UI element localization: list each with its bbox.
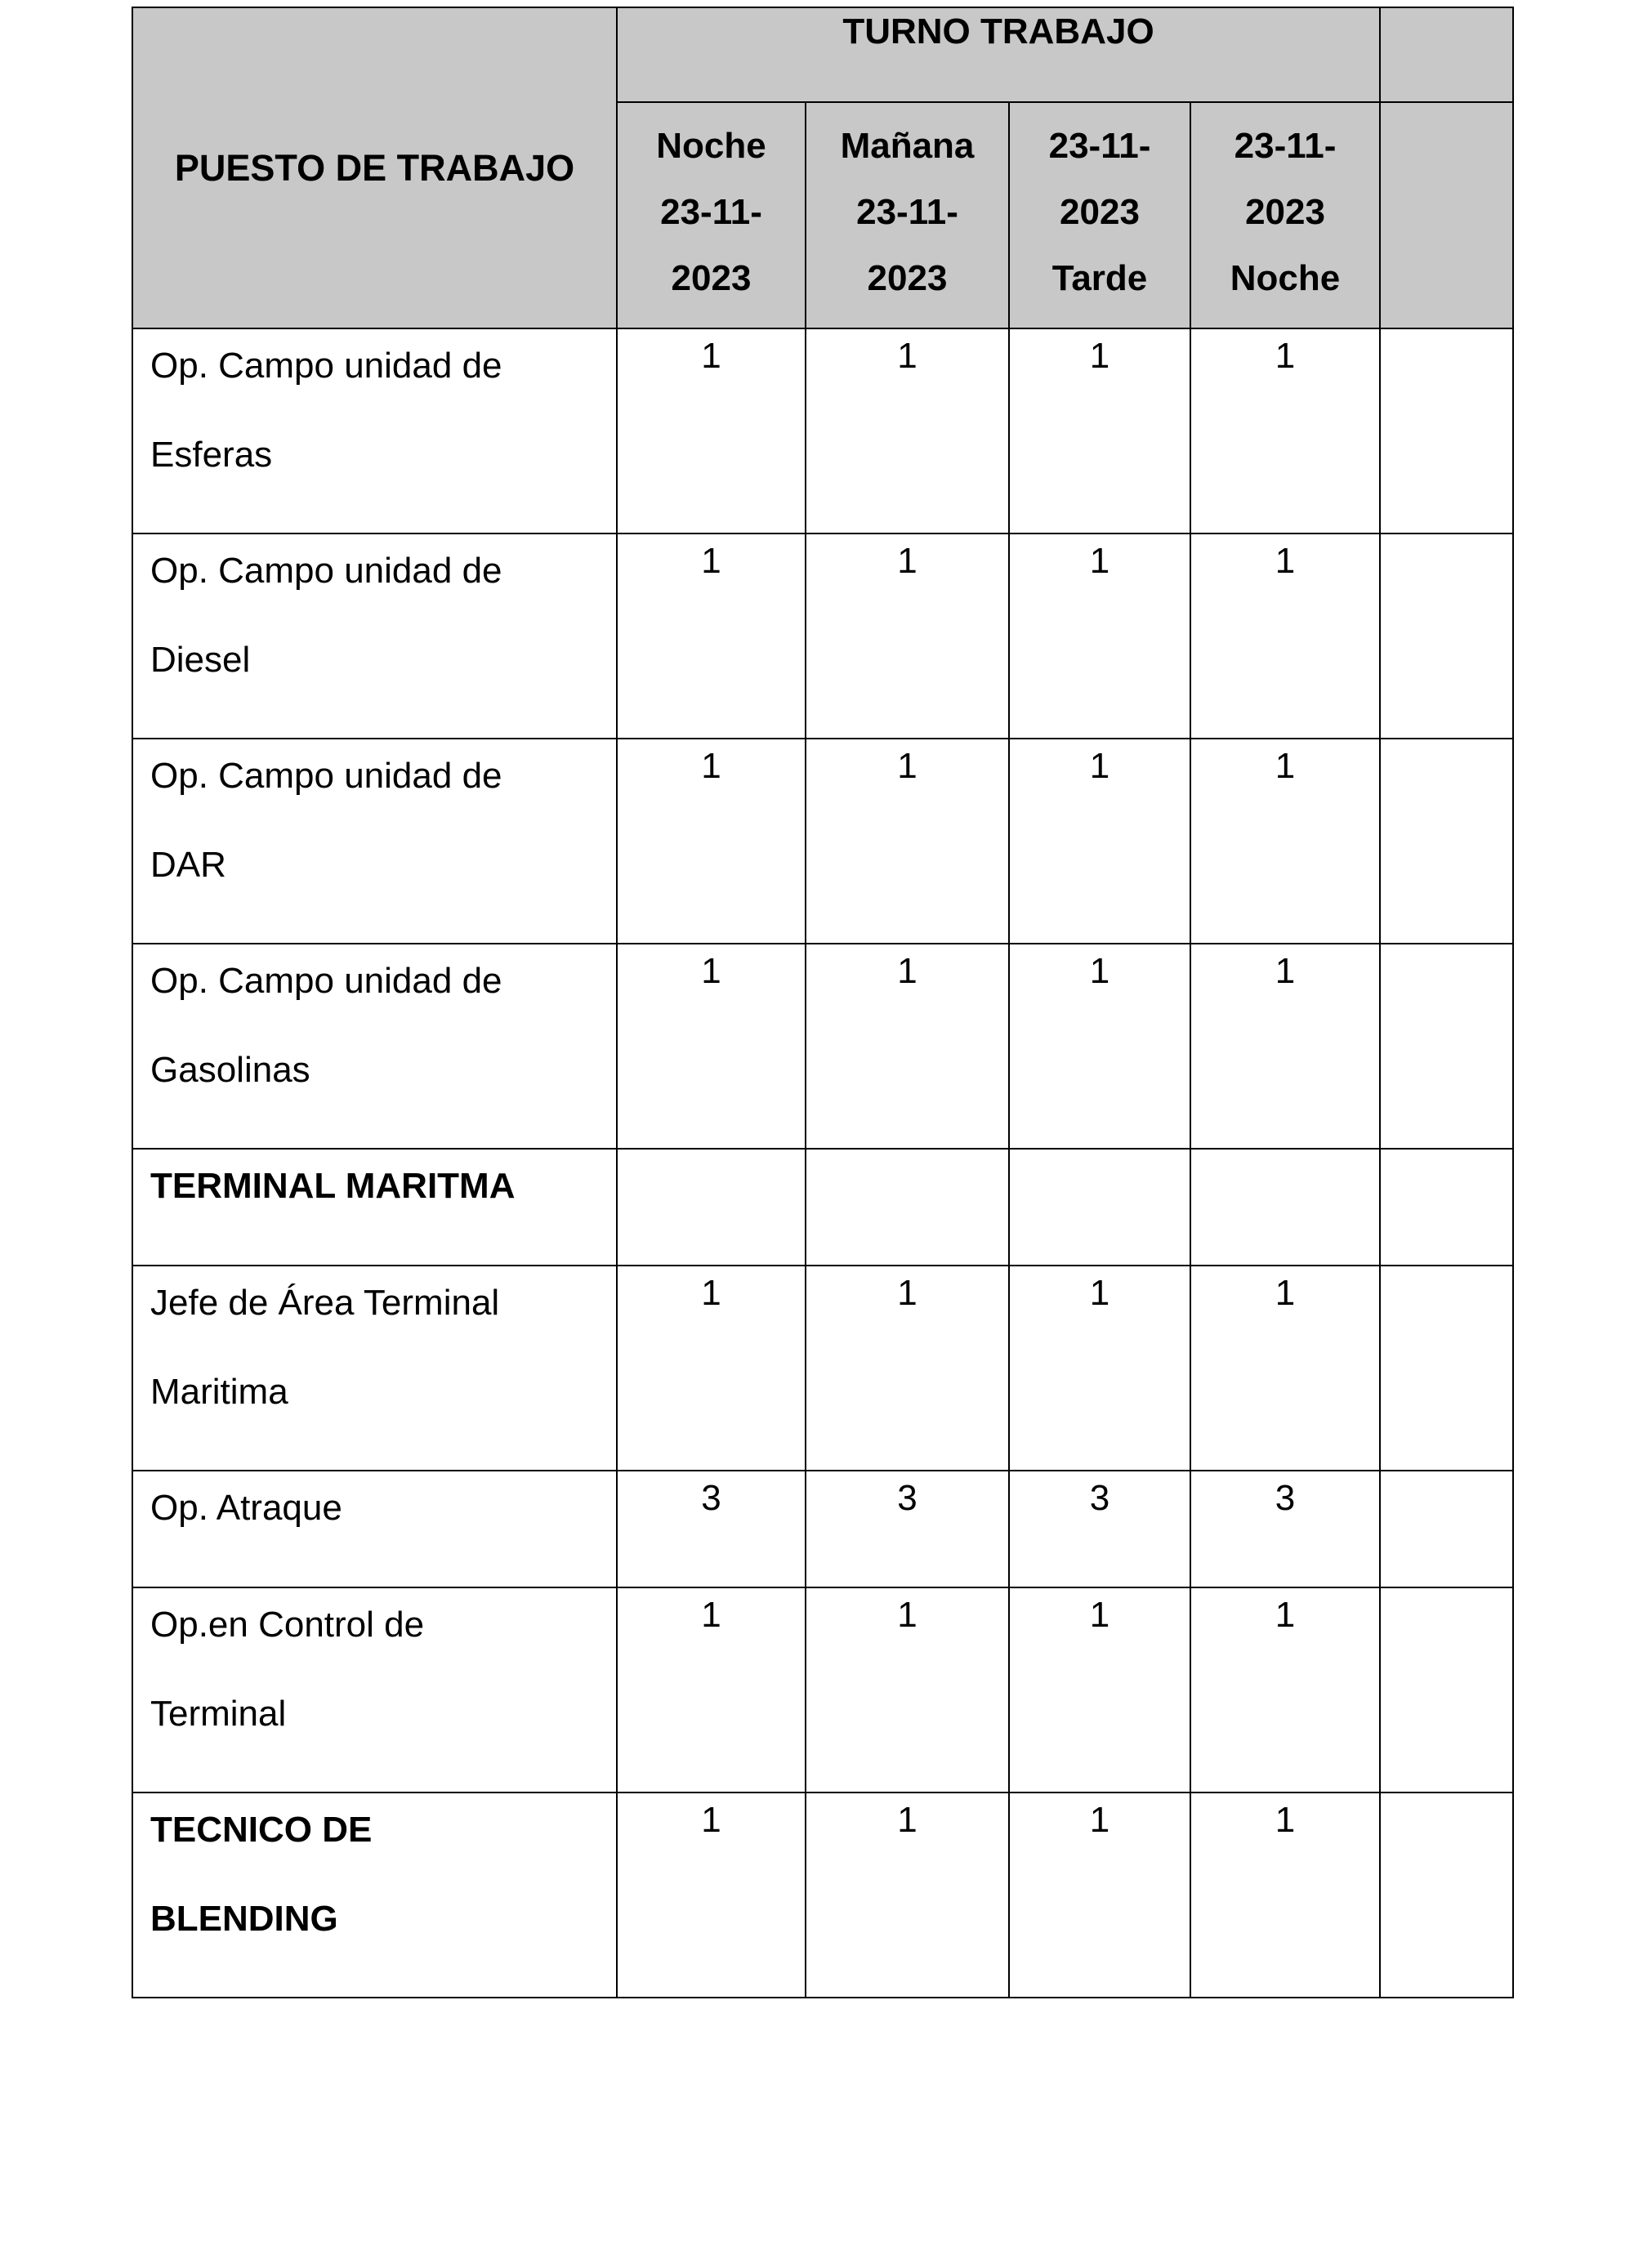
blank-cell bbox=[1380, 1793, 1513, 1998]
position-label bbox=[132, 328, 617, 534]
header-shift-2 bbox=[806, 102, 1009, 328]
position-label bbox=[132, 534, 617, 739]
position-label-line: Op. Campo unidad de bbox=[150, 346, 502, 386]
shift-count-cell: 3 bbox=[1190, 1471, 1380, 1587]
shift-count-cell: 1 bbox=[617, 1266, 806, 1471]
header-shift-1 bbox=[617, 102, 806, 328]
shift-count-cell: 1 bbox=[806, 739, 1009, 944]
position-label-line: BLENDING bbox=[150, 1899, 338, 1939]
header-shift-line: Noche bbox=[656, 126, 766, 166]
header-shift-line: 2023 bbox=[671, 258, 752, 298]
shift-count-cell: 1 bbox=[617, 944, 806, 1149]
header-shift-line: 2023 bbox=[1245, 192, 1325, 232]
shift-count-cell: 1 bbox=[1190, 328, 1380, 534]
shift-count-cell: 1 bbox=[1190, 739, 1380, 944]
shift-count-cell: 1 bbox=[806, 534, 1009, 739]
header-shift-line: 2023 bbox=[1060, 192, 1140, 232]
shift-count-cell: 1 bbox=[1190, 1266, 1380, 1471]
shift-count-cell: 1 bbox=[806, 1587, 1009, 1793]
shift-count-cell: 1 bbox=[1009, 534, 1190, 739]
shift-count-cell: 3 bbox=[806, 1471, 1009, 1587]
shift-count-cell bbox=[617, 1149, 806, 1266]
header-turno: TURNO TRABAJO bbox=[617, 7, 1380, 102]
shift-count-cell: 1 bbox=[617, 1587, 806, 1793]
position-label-line: Terminal bbox=[150, 1694, 287, 1734]
header-shift-3 bbox=[1009, 102, 1190, 328]
header-blank-bottom bbox=[1380, 102, 1513, 328]
shift-count-cell: 1 bbox=[1009, 1587, 1190, 1793]
position-label-line: Esferas bbox=[150, 435, 273, 475]
position-label-line: Op. Campo unidad de bbox=[150, 756, 502, 796]
table-body bbox=[132, 328, 1513, 1998]
position-label bbox=[132, 1266, 617, 1471]
blank-cell bbox=[1380, 1266, 1513, 1471]
position-label bbox=[132, 739, 617, 944]
position-label-line: Gasolinas bbox=[150, 1050, 310, 1090]
blank-cell bbox=[1380, 328, 1513, 534]
table-row bbox=[132, 1587, 1513, 1793]
staffing-table bbox=[132, 7, 1514, 1998]
position-label-line: Op. Campo unidad de bbox=[150, 961, 502, 1001]
position-label bbox=[132, 1471, 617, 1587]
shift-count-cell: 1 bbox=[1190, 534, 1380, 739]
position-label-line: Maritima bbox=[150, 1372, 288, 1412]
table-row bbox=[132, 1149, 1513, 1266]
position-label-line: TECNICO DE bbox=[150, 1810, 373, 1850]
header-shift-4 bbox=[1190, 102, 1380, 328]
blank-cell bbox=[1380, 1471, 1513, 1587]
header-shift-line: 23-11- bbox=[856, 192, 958, 232]
position-label-line: Jefe de Área Terminal bbox=[150, 1283, 500, 1323]
table-row bbox=[132, 328, 1513, 534]
header-shift-line: Tarde bbox=[1051, 258, 1148, 298]
position-label-line: Op. Atraque bbox=[150, 1488, 342, 1528]
header-shift-line: Noche bbox=[1230, 258, 1341, 298]
header-shift-line: Mañana bbox=[840, 126, 975, 166]
header-shift-line: 23-11- bbox=[1234, 126, 1337, 166]
shift-count-cell: 1 bbox=[1009, 1266, 1190, 1471]
table-row bbox=[132, 1266, 1513, 1471]
shift-count-cell: 3 bbox=[617, 1471, 806, 1587]
shift-count-cell: 1 bbox=[806, 1266, 1009, 1471]
position-label bbox=[132, 1793, 617, 1998]
blank-cell bbox=[1380, 1587, 1513, 1793]
position-label bbox=[132, 944, 617, 1149]
position-label-line: Diesel bbox=[150, 640, 251, 680]
shift-count-cell: 1 bbox=[1009, 739, 1190, 944]
position-label bbox=[132, 1149, 617, 1266]
blank-cell bbox=[1380, 739, 1513, 944]
position-label bbox=[132, 1587, 617, 1793]
table-row bbox=[132, 1471, 1513, 1587]
blank-cell bbox=[1380, 944, 1513, 1149]
shift-count-cell: 1 bbox=[617, 328, 806, 534]
shift-count-cell: 1 bbox=[617, 1793, 806, 1998]
shift-count-cell bbox=[1009, 1149, 1190, 1266]
header-row-top bbox=[132, 7, 1513, 102]
position-label-line: TERMINAL MARITMA bbox=[150, 1166, 516, 1206]
shift-count-cell: 1 bbox=[1190, 944, 1380, 1149]
shift-count-cell: 1 bbox=[806, 1793, 1009, 1998]
shift-count-cell: 1 bbox=[1190, 1587, 1380, 1793]
shift-count-cell: 1 bbox=[1190, 1793, 1380, 1998]
header-shift-line: 2023 bbox=[867, 258, 948, 298]
blank-cell bbox=[1380, 534, 1513, 739]
table-row bbox=[132, 739, 1513, 944]
shift-count-cell: 1 bbox=[1009, 944, 1190, 1149]
header-shift-line: 23-11- bbox=[660, 192, 762, 232]
position-label-line: Op.en Control de bbox=[150, 1605, 425, 1645]
shift-count-cell: 1 bbox=[806, 944, 1009, 1149]
shift-count-cell: 1 bbox=[617, 739, 806, 944]
shift-count-cell bbox=[1190, 1149, 1380, 1266]
shift-count-cell: 1 bbox=[806, 328, 1009, 534]
position-label-line: DAR bbox=[150, 845, 226, 885]
shift-count-cell bbox=[806, 1149, 1009, 1266]
table-row bbox=[132, 1793, 1513, 1998]
shift-count-cell: 3 bbox=[1009, 1471, 1190, 1587]
header-shift-line: 23-11- bbox=[1048, 126, 1151, 166]
table-row bbox=[132, 944, 1513, 1149]
shift-count-cell: 1 bbox=[1009, 328, 1190, 534]
header-puesto: PUESTO DE TRABAJO bbox=[132, 7, 617, 328]
header-blank-top bbox=[1380, 7, 1513, 102]
shift-count-cell: 1 bbox=[1009, 1793, 1190, 1998]
table-row bbox=[132, 534, 1513, 739]
blank-cell bbox=[1380, 1149, 1513, 1266]
shift-count-cell: 1 bbox=[617, 534, 806, 739]
position-label-line: Op. Campo unidad de bbox=[150, 551, 502, 591]
